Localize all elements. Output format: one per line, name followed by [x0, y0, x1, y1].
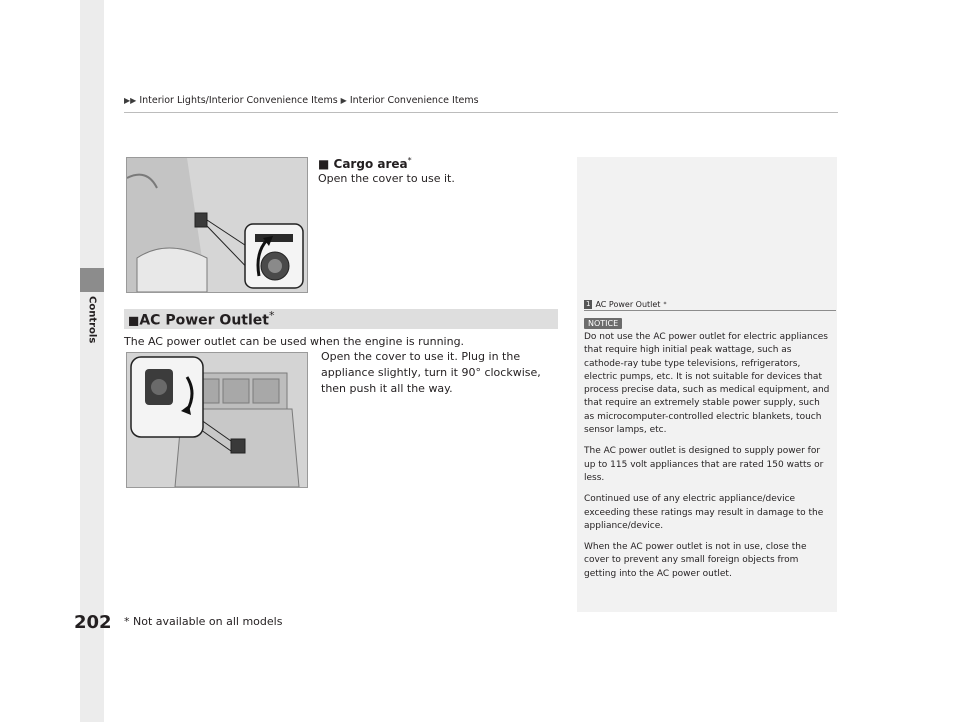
- note-rule: [584, 310, 836, 311]
- page-number: 202: [74, 612, 112, 633]
- breadcrumb-item[interactable]: Interior Lights/Interior Convenience Items: [139, 95, 338, 106]
- ac-steps-text: Open the cover to use it. Plug in the appliance slightly, turn it 90° clockwise, then push it all the way.: [321, 350, 541, 395]
- section-title: ■AC Power Outlet*: [128, 309, 275, 329]
- double-arrow-icon: ▶▶: [124, 96, 137, 105]
- note-paragraph: Continued use of any electric appliance/device exceeding these ratings may result in damage to the appliance/device.: [584, 494, 824, 531]
- notice-badge: NOTICE: [584, 318, 622, 329]
- note-paragraph: The AC power outlet is designed to supply power for up to 115 volt appliances that are rated 150 watts or less.: [584, 446, 824, 483]
- note-paragraph: Do not use the AC power outlet for electric appliances that require high initial peak wattage, such as cathode-ray tube type televisions, refrigerators, electric pumps, etc. It is not suitable for devices that process precise data, such as medical equipment, and that require an extremely stable power supply, such as microcomputer-controlled electric blankets, touch sensor lamps, etc.: [584, 332, 830, 436]
- footnote: * Not available on all models: [124, 615, 283, 628]
- cargo-heading: ■ Cargo area*: [318, 156, 412, 171]
- note-heading: 1 AC Power Outlet *: [586, 300, 667, 309]
- cargo-outlet-illustration: [126, 157, 308, 293]
- breadcrumb-item[interactable]: Interior Convenience Items: [349, 95, 479, 106]
- note-paragraph: When the AC power outlet is not in use, close the cover to prevent any small foreign objects from getting into the AC power outlet.: [584, 542, 807, 579]
- note-body: [584, 331, 830, 589]
- section-side-label: Controls: [86, 296, 98, 344]
- arrow-icon: ▶: [340, 96, 347, 105]
- side-tab-marker: [80, 268, 104, 292]
- header-rule: [124, 112, 838, 113]
- ac-outlet-illustration: [126, 352, 308, 488]
- section-heading-bar: [124, 309, 558, 329]
- cargo-text: Open the cover to use it.: [318, 172, 455, 185]
- ac-intro-text: The AC power outlet can be used when the engine is running.: [124, 335, 465, 348]
- breadcrumb: [124, 95, 479, 106]
